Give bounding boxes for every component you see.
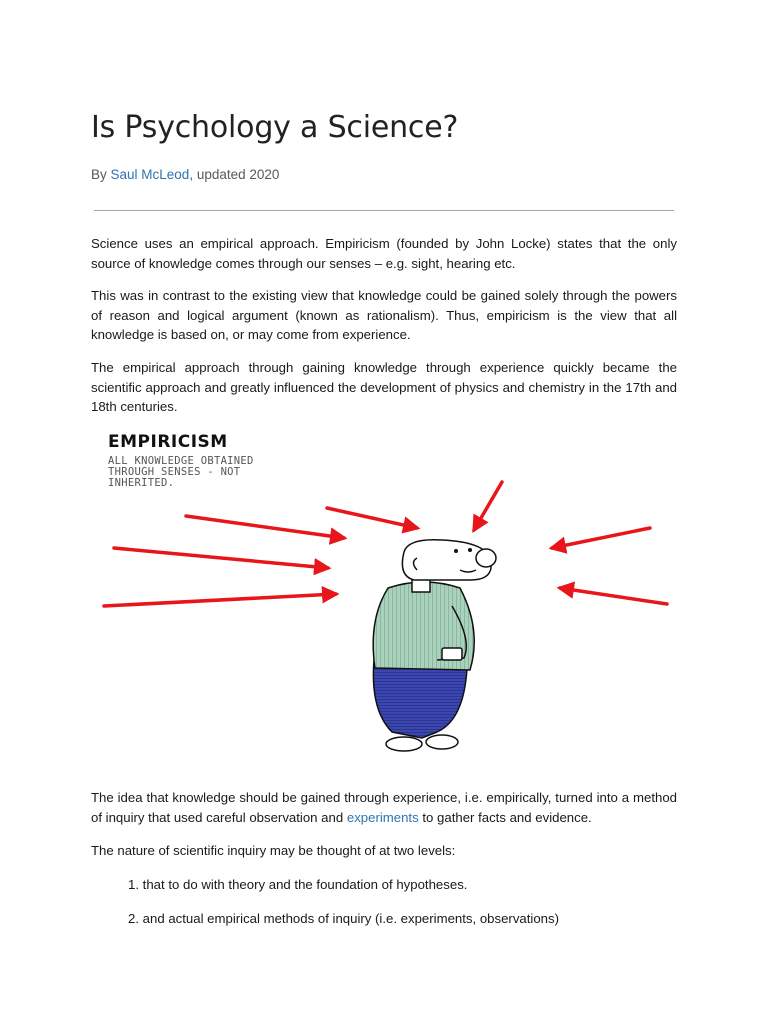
figure-shoe-left bbox=[386, 737, 422, 751]
arrow-6 bbox=[104, 594, 336, 606]
byline bbox=[91, 167, 279, 182]
list-item: 2. and actual empirical methods of inquiry (i.e. experiments, observations) bbox=[128, 911, 559, 926]
paragraph-empiricism: Science uses an empirical approach. Empiricism (founded by John Locke) states that the only source of knowledge comes through our senses – e.g. sight, hearing etc. bbox=[91, 236, 677, 271]
empiricism-illustration bbox=[92, 420, 682, 765]
figure-eye-right bbox=[468, 548, 472, 552]
p4-text-after: to gather facts and evidence. bbox=[418, 809, 592, 825]
paragraph-rationalism: This was in contrast to the existing view that knowledge could be gained solely through the powers of reason and logical argument (known as rationalism). Thus, empiricism is the view that all knowledge is based on, or may come from experience. bbox=[91, 288, 677, 342]
experiments-link[interactable]: experiments bbox=[346, 809, 419, 825]
paragraph-scientific-approach: The empirical approach through gaining knowledge through experience quickly became the scientific approach and greatly influenced the development of physics and chemistry in the 17th and 18th centuries. bbox=[91, 360, 677, 414]
p4-text-before: The idea that knowledge should be gained through experience, i.e. empirically, turned into a method of inquiry that used careful observation and bbox=[91, 790, 677, 825]
arrow-7 bbox=[560, 588, 667, 604]
arrow-2 bbox=[327, 508, 417, 528]
figure-neck bbox=[412, 580, 430, 592]
illustration-heading: EMPIRICISM bbox=[108, 432, 228, 452]
byline-prefix: By bbox=[91, 167, 111, 182]
paragraph-two-levels: The nature of scientific inquiry may be thought of at two levels: bbox=[91, 843, 456, 858]
arrow-4 bbox=[114, 548, 328, 568]
byline-suffix: , updated 2020 bbox=[189, 167, 280, 182]
illustration-line-2: THROUGH SENSES - NOT bbox=[108, 466, 241, 478]
arrow-1 bbox=[186, 516, 344, 538]
page-title: Is Psychology a Science? bbox=[91, 110, 459, 145]
illustration-line-3: INHERITED. bbox=[108, 477, 175, 489]
arrow-3 bbox=[474, 482, 502, 530]
divider bbox=[94, 210, 674, 211]
figure-hand bbox=[442, 648, 462, 660]
cartoon-figure bbox=[373, 540, 496, 751]
figure-eye-left bbox=[454, 549, 458, 553]
paragraph-method-of-inquiry bbox=[91, 788, 677, 827]
figure-pants bbox=[373, 660, 467, 738]
list-item: 1. that to do with theory and the foundation of hypotheses. bbox=[128, 877, 468, 892]
illustration-line-1: ALL KNOWLEDGE OBTAINED bbox=[108, 455, 254, 467]
arrows-group bbox=[104, 482, 667, 606]
arrow-5 bbox=[552, 528, 650, 548]
author-link[interactable]: Saul McLeod bbox=[110, 167, 190, 182]
figure-nose bbox=[476, 549, 496, 567]
figure-shoe-right bbox=[426, 735, 458, 749]
